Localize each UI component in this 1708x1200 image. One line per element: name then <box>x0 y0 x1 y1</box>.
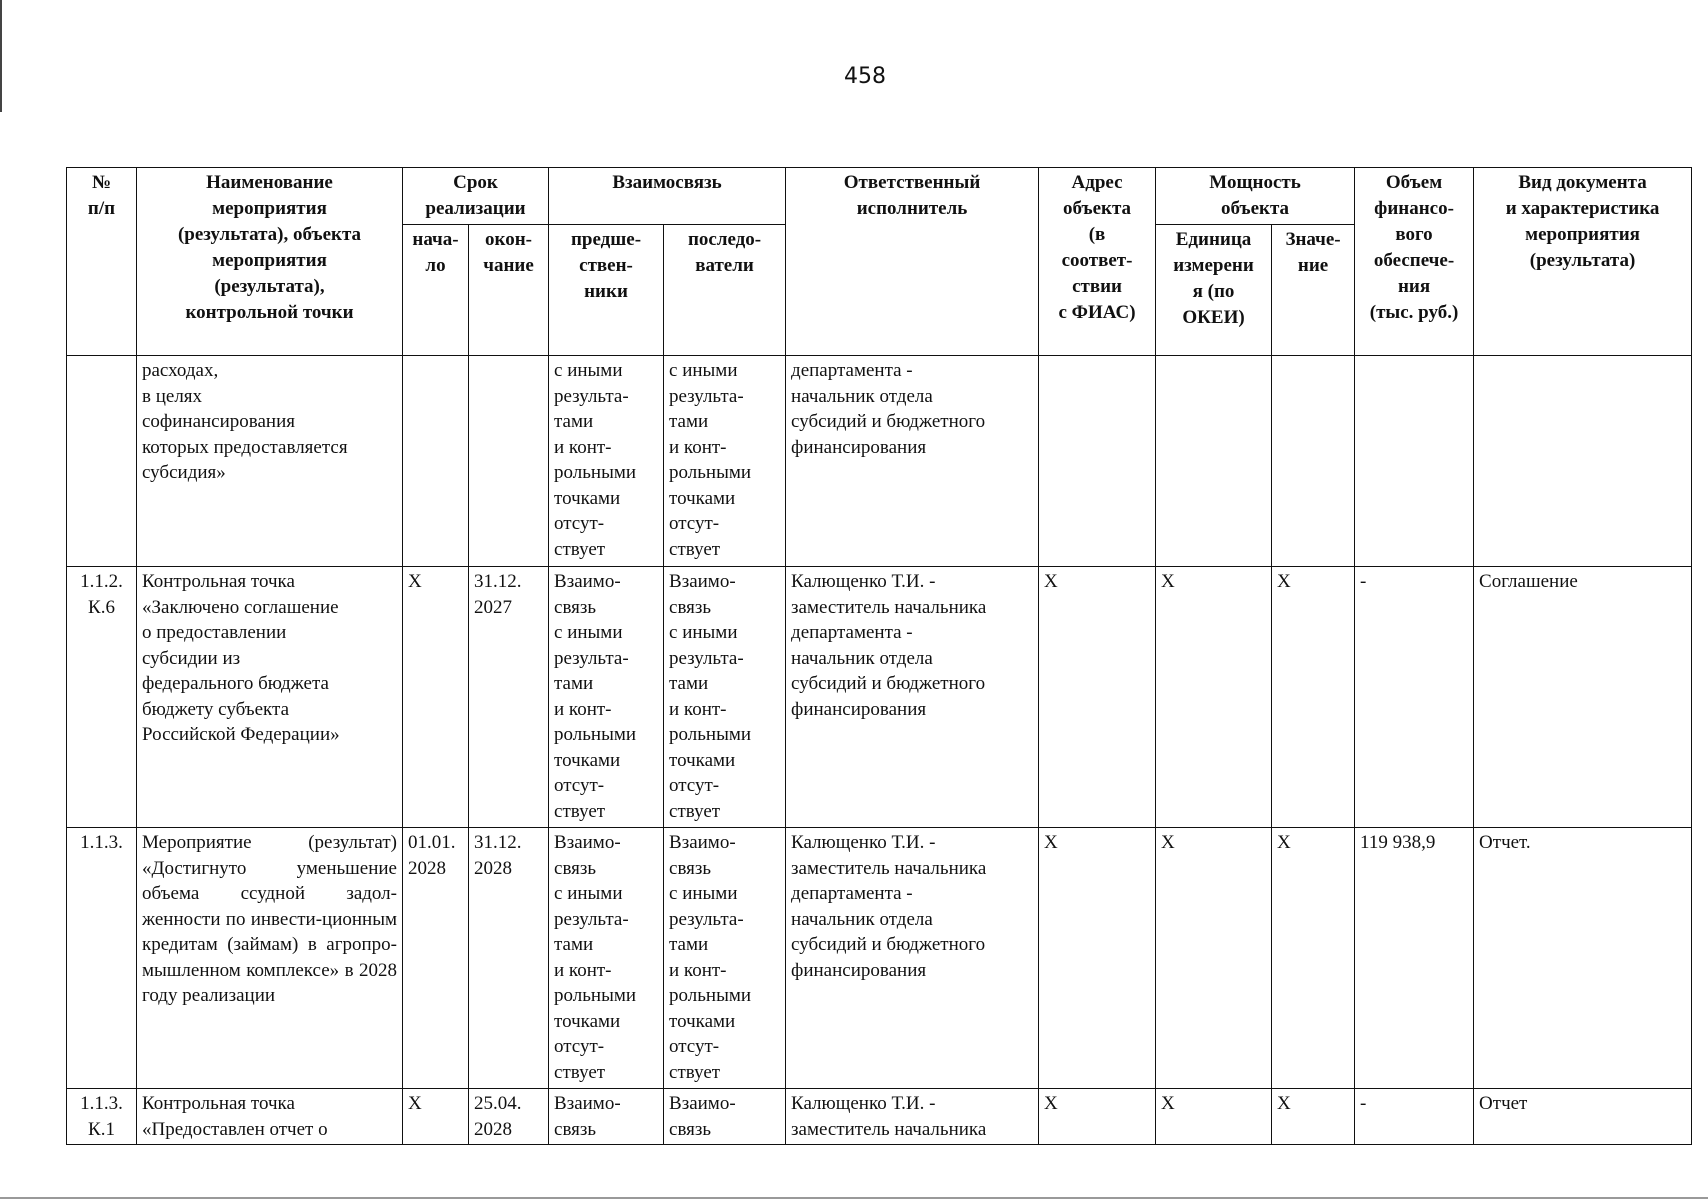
cell-end: 31.12. 2028 <box>469 828 549 1089</box>
cell-successors: Взаимо- связь <box>664 1089 786 1145</box>
header-predecessors: предше- ствен- ники <box>549 225 664 356</box>
cell-address: X <box>1039 828 1156 1089</box>
cell-name: Контрольная точка «Предоставлен отчет о <box>137 1089 403 1145</box>
cell-financing: 119 938,9 <box>1355 828 1474 1089</box>
cell-value: X <box>1272 828 1355 1089</box>
cell-financing <box>1355 356 1474 567</box>
header-link: Взаимосвязь <box>549 168 786 225</box>
cell-successors: Взаимо- связь с иными результа- тами и конт- рольными точками отсут- ствует <box>664 567 786 828</box>
table-row <box>67 828 1692 1089</box>
cell-predecessors: Взаимо- связь с иными результа- тами и конт- рольными точками отсут- ствует <box>549 567 664 828</box>
table-row <box>67 356 1692 567</box>
cell-responsible: Калющенко Т.И. - заместитель начальника департамента - начальник отдела субсидий и бюджетного финансирования <box>786 828 1039 1089</box>
cell-end <box>469 356 549 567</box>
cell-value: X <box>1272 567 1355 828</box>
cell-document: Соглашение <box>1474 567 1692 828</box>
cell-predecessors: с иными результа- тами и конт- рольными точками отсут- ствует <box>549 356 664 567</box>
scan-edge-line <box>0 0 2 112</box>
cell-name: расходах, в целях софинансирования которых предоставляется субсидия» <box>137 356 403 567</box>
cell-number: 1.1.3. <box>67 828 137 1089</box>
activities-table <box>66 167 1692 1145</box>
table-header-row <box>67 168 1692 225</box>
cell-document: Отчет <box>1474 1089 1692 1145</box>
cell-unit: X <box>1156 828 1272 1089</box>
header-capacity-unit: Единица измерени я (по ОКЕИ) <box>1156 225 1272 356</box>
cell-document <box>1474 356 1692 567</box>
cell-address <box>1039 356 1156 567</box>
cell-predecessors: Взаимо- связь <box>549 1089 664 1145</box>
header-number: № п/п <box>67 168 137 356</box>
cell-responsible: Калющенко Т.И. - заместитель начальника департамента - начальник отдела субсидий и бюджетного финансирования <box>786 567 1039 828</box>
cell-value: X <box>1272 1089 1355 1145</box>
header-financing: Объем финансо- вого обеспече- ния (тыс. руб.) <box>1355 168 1474 356</box>
cell-number <box>67 356 137 567</box>
cell-value <box>1272 356 1355 567</box>
table-row <box>67 567 1692 828</box>
cell-number: 1.1.2. К.6 <box>67 567 137 828</box>
cell-financing: - <box>1355 1089 1474 1145</box>
table-row <box>67 1089 1692 1145</box>
cell-number: 1.1.3. К.1 <box>67 1089 137 1145</box>
cell-unit: X <box>1156 567 1272 828</box>
cell-responsible: департамента - начальник отдела субсидий и бюджетного финансирования <box>786 356 1039 567</box>
cell-end: 31.12. 2027 <box>469 567 549 828</box>
cell-unit <box>1156 356 1272 567</box>
header-capacity: Мощность объекта <box>1156 168 1355 225</box>
cell-start: X <box>403 1089 469 1145</box>
cell-document: Отчет. <box>1474 828 1692 1089</box>
scan-bottom-line <box>0 1197 1708 1199</box>
header-successors: последо- ватели <box>664 225 786 356</box>
cell-predecessors: Взаимо- связь с иными результа- тами и конт- рольными точками отсут- ствует <box>549 828 664 1089</box>
header-term-end: окон- чание <box>469 225 549 356</box>
cell-unit: X <box>1156 1089 1272 1145</box>
cell-start <box>403 356 469 567</box>
cell-successors: Взаимо- связь с иными результа- тами и конт- рольными точками отсут- ствует <box>664 828 786 1089</box>
header-responsible: Ответственный исполнитель <box>786 168 1039 356</box>
header-capacity-value: Значе- ние <box>1272 225 1355 356</box>
cell-start: X <box>403 567 469 828</box>
cell-financing: - <box>1355 567 1474 828</box>
header-document: Вид документа и характеристика мероприятия (результата) <box>1474 168 1692 356</box>
cell-address: X <box>1039 1089 1156 1145</box>
cell-end: 25.04. 2028 <box>469 1089 549 1145</box>
cell-start: 01.01. 2028 <box>403 828 469 1089</box>
header-term-start: нача- ло <box>403 225 469 356</box>
header-address: Адрес объекта (в соответ- ствии с ФИАС) <box>1039 168 1156 356</box>
header-name: Наименование мероприятия (результата), объекта мероприятия (результата), контрольной точки <box>137 168 403 356</box>
cell-successors: с иными результа- тами и конт- рольными точками отсут- ствует <box>664 356 786 567</box>
cell-responsible: Калющенко Т.И. - заместитель начальника <box>786 1089 1039 1145</box>
cell-address: X <box>1039 567 1156 828</box>
cell-name: Контрольная точка «Заключено соглашение о предоставлении субсидии из федерального бюджета бюджету субъекта Российской Федерации» <box>137 567 403 828</box>
cell-name: Мероприятие (результат) «Достигнуто уменьшение объема ссудной задол-женности по инвести-ционным кредитам (займам) в агропро-мышленном комплексе» в 2028 году реализации <box>137 828 403 1089</box>
page-number: 458 <box>844 64 886 89</box>
header-term: Срок реализации <box>403 168 549 225</box>
